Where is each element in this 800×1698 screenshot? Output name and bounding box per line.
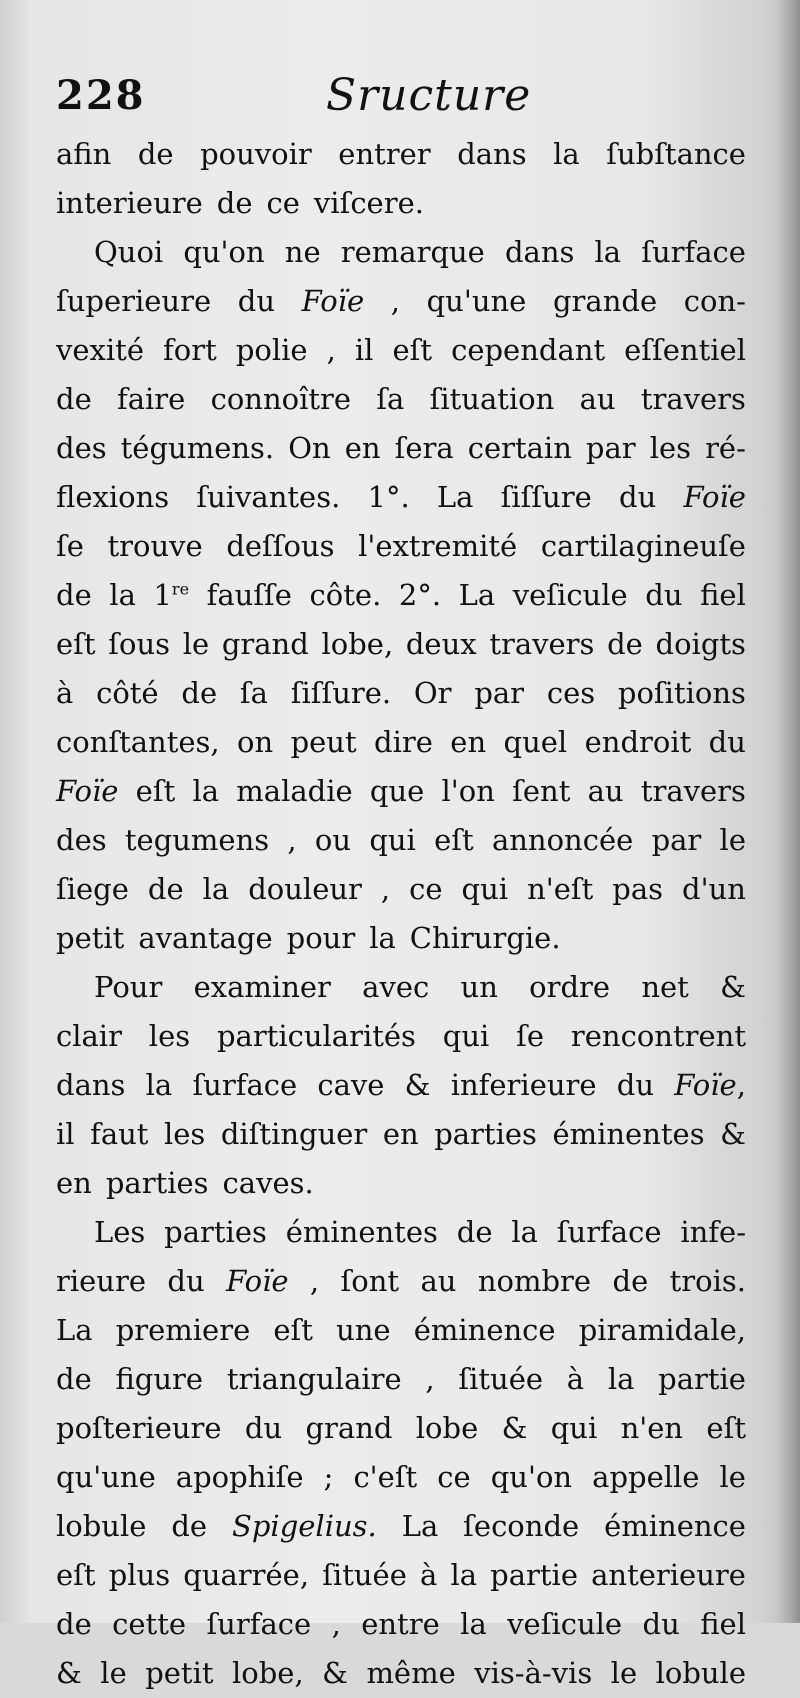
word: , [309,1264,320,1298]
word: éminence [604,1509,746,1543]
word: ordre [529,970,611,1004]
word: Quoi [94,235,164,269]
word: vexité [56,333,144,367]
text-line [56,571,746,620]
text-line [56,963,746,1012]
word: ce [409,872,443,906]
word: maladie [236,774,353,808]
word: à [56,676,74,710]
word: remarque [340,235,485,269]
word: appelle [592,1460,700,1494]
word: au [420,1264,457,1298]
word: de [612,1264,649,1298]
word: une [336,1313,391,1347]
word: du [237,284,276,318]
word: cette [112,1607,187,1641]
word: dans [56,1068,126,1102]
word: côte. [309,578,382,612]
word: Foïe, [674,1068,746,1102]
word: parties [105,1166,209,1200]
word: viſcere. [313,186,424,220]
word: douleur [248,872,362,906]
word: doigts [655,627,746,661]
word: le [610,1656,638,1690]
word: & [404,1068,431,1102]
text-line [56,1257,746,1306]
running-head: Sructure [326,70,532,121]
word: infe- [680,1215,746,1249]
word: eſt [273,1313,313,1347]
word: de [456,1215,493,1249]
word: de [56,382,92,416]
word: La [56,1313,93,1347]
word: entre [361,1607,440,1641]
word: grand [221,627,309,661]
word: 1re [153,578,190,612]
word: peut [290,725,357,759]
word: ſiſſure. [290,676,392,710]
word: La [436,480,474,514]
word: du [167,1264,205,1298]
word: Spigelius. [232,1509,377,1543]
word: de [56,578,92,612]
word: la [202,872,230,906]
page-gutter-shadow [776,0,800,1623]
word: l'on [441,774,495,808]
word: ne [284,235,321,269]
word: & [322,1656,348,1690]
text-line [56,228,746,277]
word: du [708,725,746,759]
word: clair [56,1019,122,1053]
text-line [56,1110,746,1159]
word: ſont [340,1264,400,1298]
word: avantage [138,921,273,955]
word: veſicule [507,1607,623,1641]
text-line [56,1551,746,1600]
word: avec [362,970,430,1004]
word: vis-à-vis [474,1656,593,1690]
word: faire [117,382,186,416]
word: pour [286,921,356,955]
word: particularités [216,1019,416,1053]
word: conſtantes, [56,725,220,759]
page-number: 228 [56,72,146,119]
word: travers [640,774,746,808]
word: figure [115,1362,204,1396]
word: eſt [135,774,176,808]
word: qui [461,872,509,906]
word: deſſous [226,529,335,563]
word: lobule [655,1656,746,1690]
word: piramidale, [578,1313,746,1347]
word: , [390,284,400,318]
word: parties [434,1117,537,1151]
word: Foïe [226,1264,289,1298]
word: partie [490,1558,578,1592]
word: fiel [700,578,746,612]
word: & [501,1411,528,1445]
text-line [56,816,746,865]
text-line [56,1453,746,1502]
word: La [458,578,496,612]
word: ſiſſure [500,480,592,514]
word: nombre [477,1264,592,1298]
word: 1°. [367,480,410,514]
word: éminentes [552,1117,705,1151]
word: , [287,823,297,857]
word: tégumens. [120,431,275,465]
word: dans [457,137,527,171]
word: des [56,823,107,857]
word: afin [56,137,112,171]
word: lobe, [231,1656,304,1690]
word: rencontrent [570,1019,746,1053]
word: du [616,1068,655,1102]
word: par [585,431,636,465]
word: par [651,823,702,857]
word: trouve [107,529,203,563]
word: plus [108,1558,171,1592]
text-line [56,1061,746,1110]
word: éminence [413,1313,556,1347]
text-line [56,1208,746,1257]
word: c'eſt [353,1460,418,1494]
word: annoncée [491,823,634,857]
text-line [56,1649,746,1698]
word: un [460,970,498,1004]
word: rieure [56,1264,147,1298]
word: qui [442,1019,490,1053]
word: & [720,1117,746,1151]
word: travers [489,627,595,661]
word: la [369,921,396,955]
word: & [720,970,746,1004]
word: Or [413,676,452,710]
word: La [401,1509,439,1543]
word: fiel [700,1607,746,1641]
text-line [56,914,746,963]
word: ſous [108,627,171,661]
word: connoître [210,382,352,416]
word: la [607,1362,635,1396]
text-line [56,277,746,326]
word: interieure [56,186,203,220]
word: la [594,235,622,269]
text-line [56,375,746,424]
word: le [100,1656,127,1690]
text-line [56,1355,746,1404]
word: ré- [705,431,746,465]
word: le [719,823,746,857]
word: à [420,1558,438,1592]
word: le [182,627,210,661]
word: ce [437,1460,471,1494]
word: fort [163,333,217,367]
word: du [244,1411,283,1445]
word: dans [504,235,575,269]
word: qu'une [426,284,527,318]
word: on [237,725,274,759]
word: polie [235,333,308,367]
word: de [56,1607,92,1641]
word: veſicule [512,578,628,612]
word: ſuperieure [56,284,212,318]
word: n'en [620,1411,684,1445]
word: éminentes [285,1215,438,1249]
text-line [56,424,746,473]
word: côté [96,676,159,710]
word: net [641,970,689,1004]
word: ce [266,186,300,220]
body-text [56,130,746,1698]
word: au [587,774,624,808]
word: trois. [669,1264,746,1298]
text-line [56,1012,746,1061]
word: le [719,1460,746,1494]
word: du [645,578,683,612]
word: certain [467,431,572,465]
word: que [369,774,425,808]
word: ſeconde [463,1509,580,1543]
word: Chirurgie. [409,921,561,955]
word: la [145,1068,173,1102]
text-line [56,718,746,767]
word: de [607,627,643,661]
word: par [474,676,525,710]
word: partie [658,1362,746,1396]
word: du [619,480,657,514]
word: ſe [516,1019,545,1053]
text-line [56,1159,746,1208]
word: ſurface [641,235,746,269]
word: pas [612,872,664,906]
word: pouvoir [200,137,312,171]
word: , [380,872,391,906]
word: anterieure [591,1558,746,1592]
word: Les [94,1215,146,1249]
word: , [331,1607,341,1641]
word: cependant [451,333,606,367]
word: l'extremité [358,529,518,563]
word: ſurface [556,1215,662,1249]
word: 2°. [398,578,442,612]
word: quarrée, [183,1558,310,1592]
word: con- [683,284,746,318]
word: petit [145,1656,214,1690]
word: de [137,137,174,171]
word: faut [90,1117,149,1151]
word: Pour [94,970,163,1004]
word: apophiſe [175,1460,304,1494]
word: en [344,431,381,465]
word: endroit [584,725,692,759]
text-line [56,1502,746,1551]
word: eſt [56,1558,96,1592]
word: ſubſtance [606,137,746,171]
text-line [56,1600,746,1649]
word: tegumens [124,823,270,857]
text-line [56,130,746,179]
word: deux [405,627,477,661]
word: poſitions [617,676,746,710]
word: parties [164,1215,267,1249]
word: la [460,1607,487,1641]
word: quel [503,725,568,759]
word: de [181,676,218,710]
word: , [326,333,336,367]
word: cartilagineuſe [540,529,746,563]
word: de [216,186,253,220]
word: ſa [239,676,268,710]
word: de [171,1509,208,1543]
word: les [649,431,692,465]
page-header [56,68,746,124]
word: n'eſt [527,872,594,906]
word: la [450,1558,478,1592]
word: grande [552,284,658,318]
word: , [425,1362,435,1396]
word: poſterieure [56,1411,222,1445]
text-line [56,1306,746,1355]
word: qui [369,823,416,857]
word: On [288,431,331,465]
word: eſt [56,627,96,661]
word: eſt [392,333,433,367]
word: fauſſe [206,578,292,612]
word: d'un [682,872,746,906]
text-line [56,522,746,571]
word: travers [640,382,746,416]
word: de [147,872,184,906]
word: ces [546,676,596,710]
word: diſtinguer [220,1117,368,1151]
word: en [450,725,487,759]
word: eſt [706,1411,746,1445]
text-line [56,865,746,914]
word: même [366,1656,456,1690]
word: ſa [376,382,405,416]
word: petit [56,921,125,955]
word: en [382,1117,419,1151]
text-line [56,669,746,718]
word: la [511,1215,538,1249]
word: en [56,1166,92,1200]
word: il [56,1117,75,1151]
word: caves. [222,1166,314,1200]
word: ſe [56,529,84,563]
word: entrer [338,137,431,171]
word: cave [317,1068,385,1102]
text-line [56,179,746,228]
word: ſituation [429,382,555,416]
word: du [642,1607,680,1641]
word: la [553,137,580,171]
word: inferieure [450,1068,597,1102]
word: la [192,774,220,808]
text-line [56,620,746,669]
word: les [148,1019,191,1053]
word: à [566,1362,585,1396]
word: ſuivantes. [196,480,341,514]
word: qu'on [183,235,265,269]
word: & [56,1656,82,1690]
word: eſſentiel [624,333,746,367]
word: ſituée [322,1558,407,1592]
word: ſituée [458,1362,544,1396]
word: qu'une [56,1460,156,1494]
word: ou [314,823,352,857]
word: triangulaire [226,1362,402,1396]
word: ſera [394,431,454,465]
word: dire [374,725,433,759]
text-line [56,473,746,522]
word: de [56,1362,92,1396]
word: la [109,578,136,612]
word: lobule [56,1509,147,1543]
word: ſurface [192,1068,298,1102]
word: premiere [115,1313,251,1347]
text-line [56,326,746,375]
word: les [163,1117,206,1151]
word: Foïe [56,774,119,808]
text-line [56,767,746,816]
word: Foïe [683,480,746,514]
word: au [579,382,616,416]
word: il [354,333,374,367]
word: ſiege [56,872,129,906]
word: grand [305,1411,393,1445]
word: des [56,431,107,465]
word: Foïe [301,284,365,318]
text-line [56,1404,746,1453]
word: examiner [193,970,331,1004]
word: flexions [56,480,170,514]
word: eſt [434,823,474,857]
word: ; [323,1460,334,1494]
word: ſurface [206,1607,312,1641]
word: lobe [415,1411,479,1445]
word: qui [550,1411,598,1445]
word: qu'on [490,1460,573,1494]
word: lobe, [321,627,394,661]
word: ſent [512,774,571,808]
